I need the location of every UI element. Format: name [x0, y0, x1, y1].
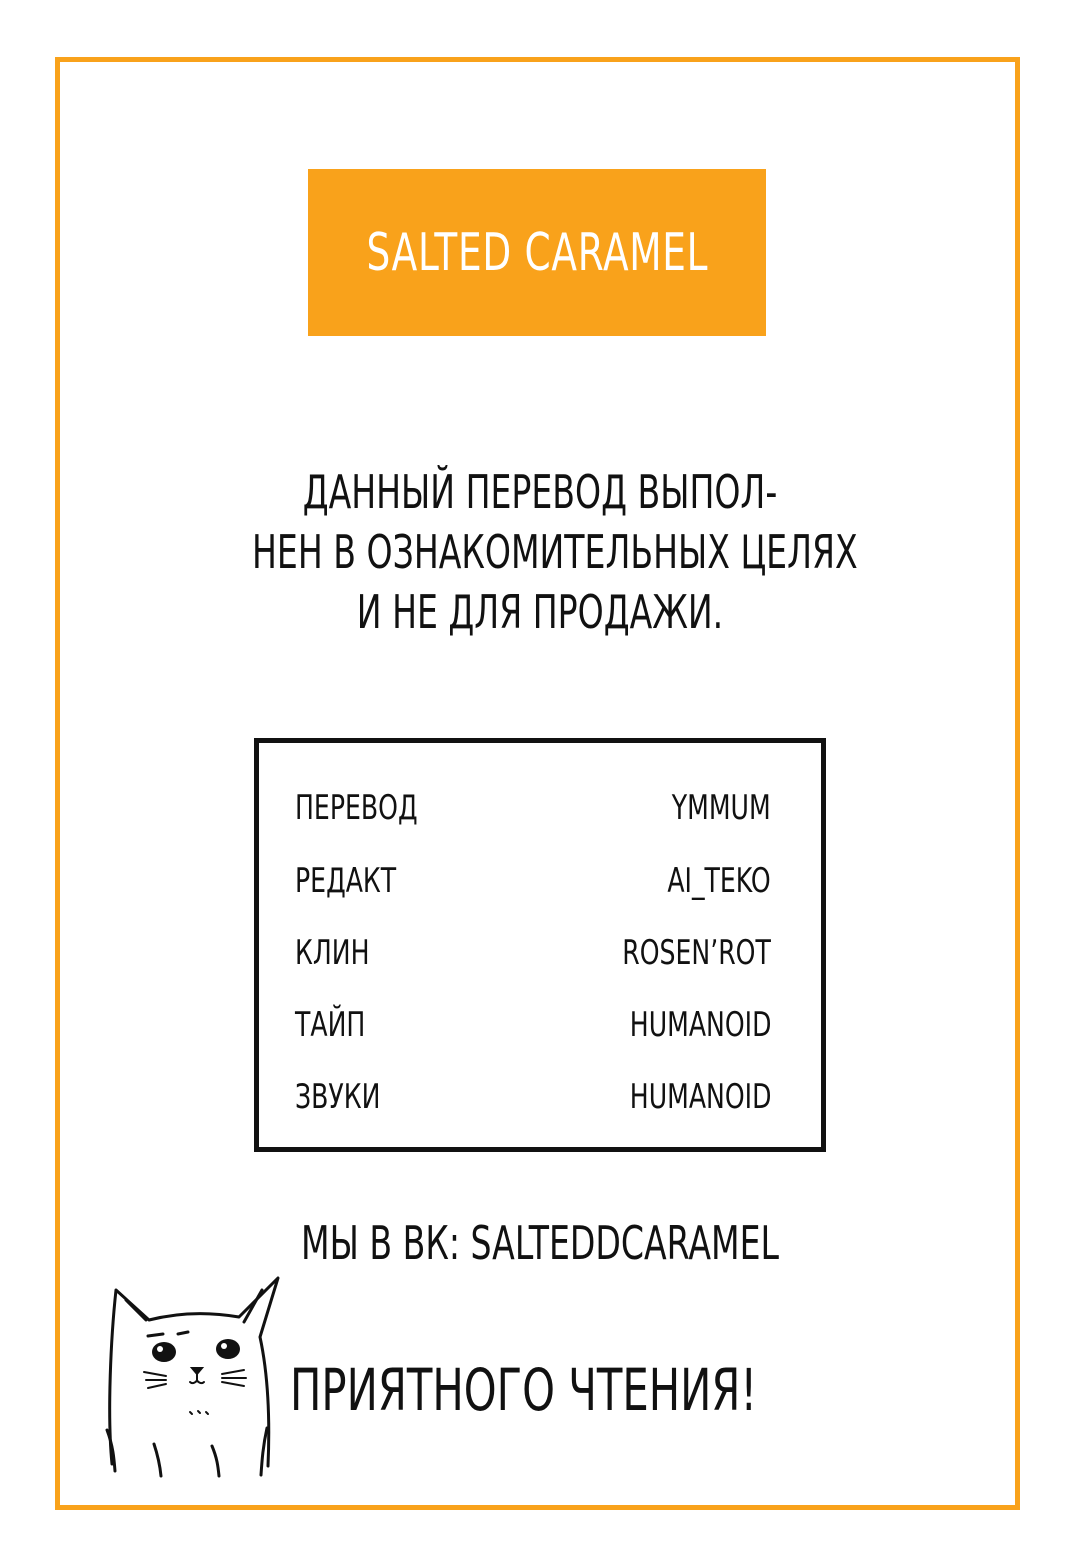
credit-name: HUMANOID [629, 1077, 771, 1117]
credit-role: КЛИН [295, 933, 370, 973]
vk-link-text: МЫ В ВК: SALTEDDCARAMEL [301, 1216, 779, 1270]
credit-row [295, 1077, 771, 1117]
credit-row [295, 788, 771, 828]
title-text: SALTED CARAMEL [366, 222, 708, 283]
credit-name: ROSEN’ROT [622, 933, 771, 973]
title-banner [308, 169, 766, 336]
credit-row [295, 861, 771, 901]
credit-name: YMMUM [672, 788, 771, 828]
notice-line: НЕН В ОЗНАКОМИТЕЛЬНЫХ ЦЕЛЯХ [252, 525, 858, 579]
notice-line: ДАННЫЙ ПЕРЕВОД ВЫПОЛ- [302, 465, 778, 519]
notice-line: И НЕ ДЛЯ ПРОДАЖИ. [356, 585, 724, 639]
credit-name: HUMANOID [629, 1005, 771, 1045]
credit-role: РЕДАКТ [295, 861, 397, 901]
cat-icon [104, 1270, 284, 1480]
credit-role: ЗВУКИ [295, 1077, 381, 1117]
credit-row [295, 1005, 771, 1045]
credit-row [295, 933, 771, 973]
credit-role: ПЕРЕВОД [295, 788, 418, 828]
credits-box [254, 738, 826, 1152]
vk-link-line [140, 1216, 940, 1270]
credit-name: AI_TEKO [667, 861, 771, 901]
disclaimer-notice [140, 462, 940, 642]
credit-role: ТАЙП [295, 1005, 366, 1045]
closing-message: ПРИЯТНОГО ЧТЕНИЯ! [290, 1356, 758, 1424]
